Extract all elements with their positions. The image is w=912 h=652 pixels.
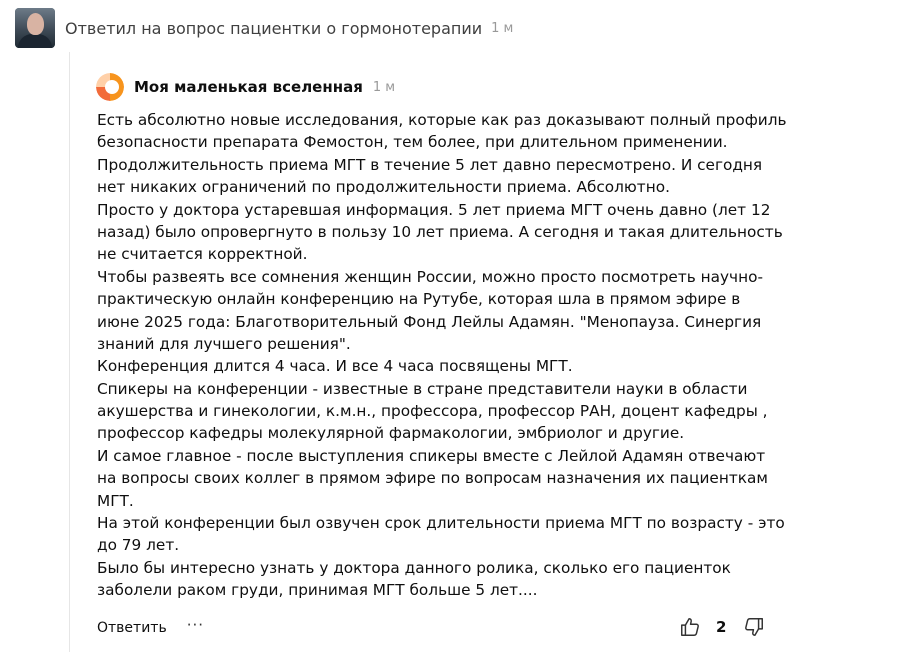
reply-text-line: Было бы интересно узнать у доктора данного ролика, сколько его пациенток [97, 558, 731, 577]
reply-text-line: Продолжительность приема МГТ в течение 5 лет давно пересмотрено. И сегодня [97, 155, 763, 174]
like-count: 2 [716, 618, 727, 636]
parent-comment-time: 1 м [491, 20, 514, 36]
thumbs-up-icon[interactable] [678, 615, 702, 639]
reply-text [97, 109, 787, 602]
reply-text-line: акушерства и гинекологии, к.м.н., профессора, профессор РАН, доцент кафедры , [97, 402, 768, 421]
comment-actions [97, 614, 204, 642]
channel-name[interactable]: Моя маленькая вселенная [134, 78, 363, 96]
parent-comment [15, 8, 513, 48]
avatar-head [27, 13, 44, 35]
reply-button[interactable]: Ответить [97, 620, 167, 636]
reply-text-line: На этой конференции был озвучен срок длительности приема МГТ по возрасту - это [97, 514, 785, 533]
reply-text-line: безопасности препарата Фемостон, тем более, при длительном применении. [97, 133, 728, 152]
vote-controls [678, 613, 766, 641]
avatar[interactable] [15, 8, 55, 48]
reply-text-line: Чтобы развеять все сомнения женщин России, можно просто посмотреть научно- [97, 267, 763, 286]
parent-comment-text[interactable]: Ответил на вопрос пациентки о гормонотерапии [65, 18, 483, 38]
thread-line [69, 52, 70, 652]
reply-text-line: Спикеры на конференции - известные в стране представители науки в области [97, 379, 748, 398]
reply-text-line: до 79 лет. [97, 536, 180, 555]
reply-text-line: нет никаких ограничений по продолжительности приема. Абсолютно. [97, 178, 670, 197]
reply-text-line: Просто у доктора устаревшая информация. 5 лет приема МГТ очень давно (лет 12 [97, 200, 771, 219]
reply-text-line: заболели раком груди, принимая МГТ больше 5 лет.... [97, 581, 538, 600]
reply-time: 1 м [372, 79, 396, 95]
channel-logo-icon[interactable] [96, 73, 124, 101]
reply-header [96, 73, 395, 101]
reply-text-line: назад) было опровергнуто в пользу 10 лет приема. А сегодня и такая длительность [97, 222, 783, 241]
reply-text-line: июне 2025 года: Благотворительный Фонд Лейлы Адамян. "Менопауза. Синергия [97, 312, 762, 331]
reply-text-line: И самое главное - после выступления спикеры вместе с Лейлой Адамян отвечают [97, 446, 766, 465]
thumbs-down-icon[interactable] [742, 615, 766, 639]
more-options-icon[interactable]: ··· [186, 616, 205, 634]
reply-text-line: на вопросы своих коллег в прямом эфире по вопросам назначения их пациенткам [97, 469, 768, 488]
reply-text-line: практическую онлайн конференцию на Рутубе, которая шла в прямом эфире в [97, 290, 741, 309]
reply-text-line: Конференция длится 4 часа. И все 4 часа посвящены МГТ. [97, 357, 573, 376]
reply-text-line: не считается корректной. [97, 245, 308, 264]
reply-text-line: Есть абсолютно новые исследования, которые как раз доказывают полный профиль [97, 111, 787, 129]
reply-text-line: знаний для лучшего решения". [97, 334, 351, 353]
reply-text-line: профессор кафедры молекулярной фармакологии, эмбриолог и другие. [97, 424, 685, 443]
reply-text-line: МГТ. [97, 491, 134, 510]
